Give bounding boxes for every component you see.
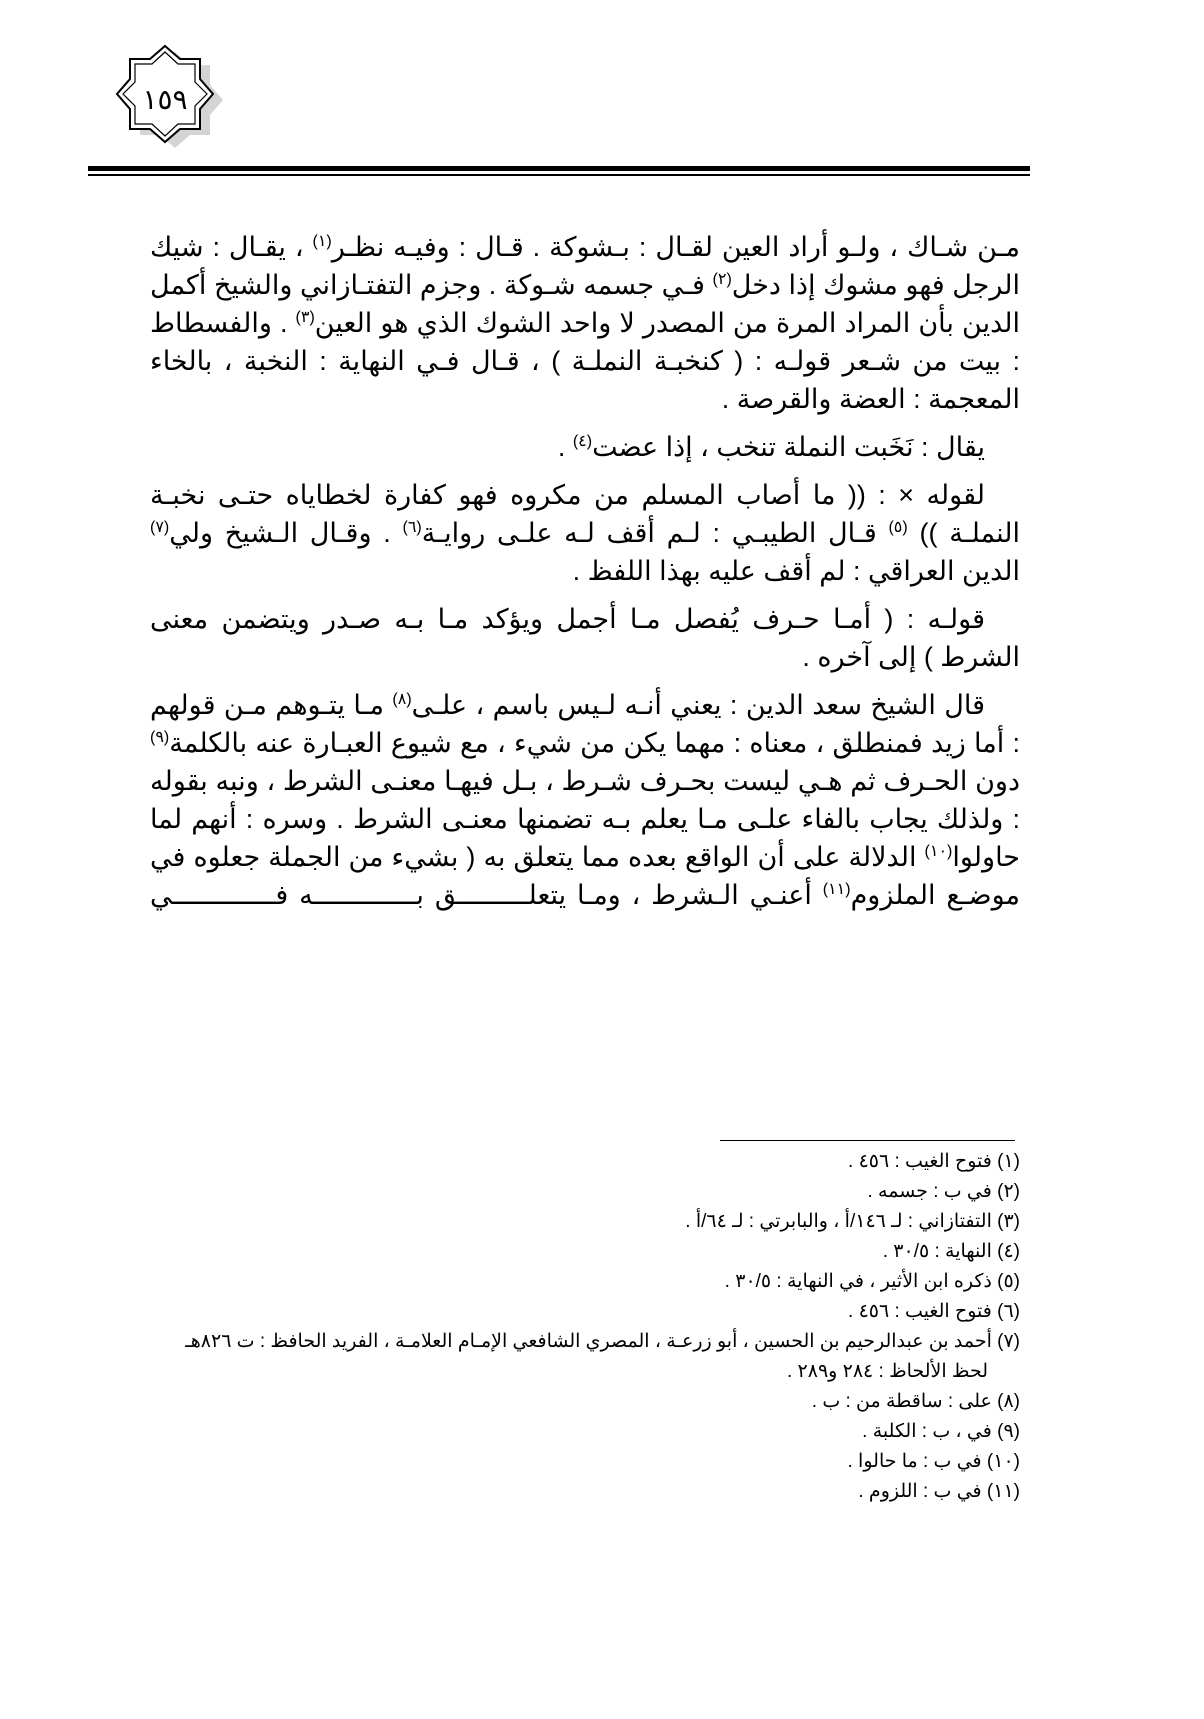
footnote: (٦) فتوح الغيب : ٤٥٦ . (848, 1301, 1020, 1322)
footnotes (150, 1147, 1020, 1507)
footnote-ref: (١١) (822, 881, 851, 898)
page-number: ١٥٩ (142, 82, 188, 116)
paragraph (150, 686, 1020, 914)
header-rule (88, 166, 1030, 171)
text-segment: . (557, 432, 573, 462)
footnote-separator (720, 1140, 1015, 1141)
footnote-ref: (٩) (150, 729, 170, 746)
footnote-ref: (٨) (392, 691, 412, 708)
text-segment: قـال الطيبـي : لـم أقف لـه علـى روايـة (421, 518, 889, 548)
text-segment: يقال : نَخَبت النملة تنخب ، إذا عضت (592, 432, 985, 462)
text-segment: . والفسطاط : بيت من شـعر قولـه : ( كنخبـة النملـة ) ، قـال فـي النهاية : النخبة ، بالخاء المعجمة : العضة والقرصة . (150, 308, 1020, 414)
text-segment: أعنـي الـشرط ، ومـا يتعلـــــــــق بـــــــــــــه فـــــــــــــي (150, 880, 823, 910)
footnote-ref: (٧) (150, 519, 170, 536)
text-segment: الدين العراقي : لم أقف عليه بهذا اللفظ . (572, 556, 1020, 586)
footnote: (٣) التفتازاني : لـ ١٤٦/أ ، والبابرتي : لـ ٦٤/أ . (685, 1211, 1020, 1232)
footnote: (٩) في ، ب : الكلبة . (862, 1421, 1020, 1442)
paragraph (150, 476, 1020, 590)
text-segment: قال الشيخ سعد الدين : يعني أنـه لـيس باسم ، علـى (411, 690, 985, 720)
page-number-badge (110, 44, 246, 164)
footnote: (٥) ذكره ابن الأثير ، في النهاية : ٣٠/٥ . (724, 1271, 1020, 1292)
footnote: (٤) النهاية : ٣٠/٥ . (882, 1241, 1020, 1262)
footnote-ref: (١٠) (924, 843, 953, 860)
footnote-ref: (٣) (295, 309, 315, 326)
paragraph (150, 428, 1020, 466)
footnote-ref: (١) (312, 233, 332, 250)
text-segment: قولـه : ( أمـا حـرف يُفصل مـا أجمل ويؤكد مـا بـه صـدر ويتضمن معنى الشرط ) إلى آخره . (150, 604, 1020, 672)
footnote: (٧) أحمد بن عبدالرحيم بن الحسين ، أبو زرعـة ، المصري الشافعي الإمـام العلامـة ، الفريد الحافظ : ت ٨٢٦هـ لحظ الألحاظ : ٢٨٤ و٢٨٩ . (185, 1331, 1020, 1382)
footnote: (١) فتوح الغيب : ٤٥٦ . (848, 1151, 1020, 1172)
text-segment: الدلالة على أن الواقع بعده مما يتعلق به ( بشيء من الجملة جعلوه في موضـع الملزوم (150, 842, 1020, 910)
text-segment: . وقـال الـشيخ ولي (169, 518, 403, 548)
text-segment: لقوله × : (( ما أصاب المسلم من مكروه فهو كفارة لخطاياه حتـى نخبـة النملـة )) (150, 480, 1020, 548)
text-segment: دون الحـرف ثم هـي ليست بحـرف شـرط ، بـل فيهـا معنـى الشرط ، ونبه بقوله : ولذلك يجاب بالفاء علـى مـا يعلم بـه تضمنها معنـى الشرط . وسره : أنهم لما حاولوا (150, 766, 1020, 872)
footnote: (٢) في ب : جسمه . (867, 1181, 1020, 1202)
paragraph (150, 600, 1020, 676)
footnote-ref: (٦) (402, 519, 422, 536)
footnote-ref: (٤) (572, 433, 593, 450)
text-segment: مـن شـاك ، ولـو أراد العين لقـال : بـشوكة . قـال : وفيـه نظـر (331, 232, 1020, 262)
footnote: (١٠) في ب : ما حالوا . (847, 1451, 1020, 1472)
paragraph (150, 228, 1020, 418)
text-segment: فـي جسمه شـوكة . وجزم التفتـازاني والشيخ أكمل الدين بأن المراد المرة من المصدر لا واحد الشوك الذي هو العين (150, 270, 1020, 338)
footnote: (٨) على : ساقطة من : ب . (811, 1391, 1020, 1412)
text-segment: ، يقـال : شيك الرجل فهو مشوك إذا دخل (150, 232, 1020, 300)
footnote: (١١) في ب : اللزوم . (858, 1481, 1020, 1502)
main-text (150, 228, 1020, 924)
text-segment: مـا يتـوهم مـن قولهم : أما زيد فمنطلق ، معناه : مهما يكن من شيء ، مع شيوع العبـارة عنه بالكلمة (150, 690, 1020, 758)
footnote-ref: (٢) (712, 271, 732, 288)
footnote-ref: (٥) (888, 519, 908, 536)
header-rule-thin (88, 174, 1030, 176)
